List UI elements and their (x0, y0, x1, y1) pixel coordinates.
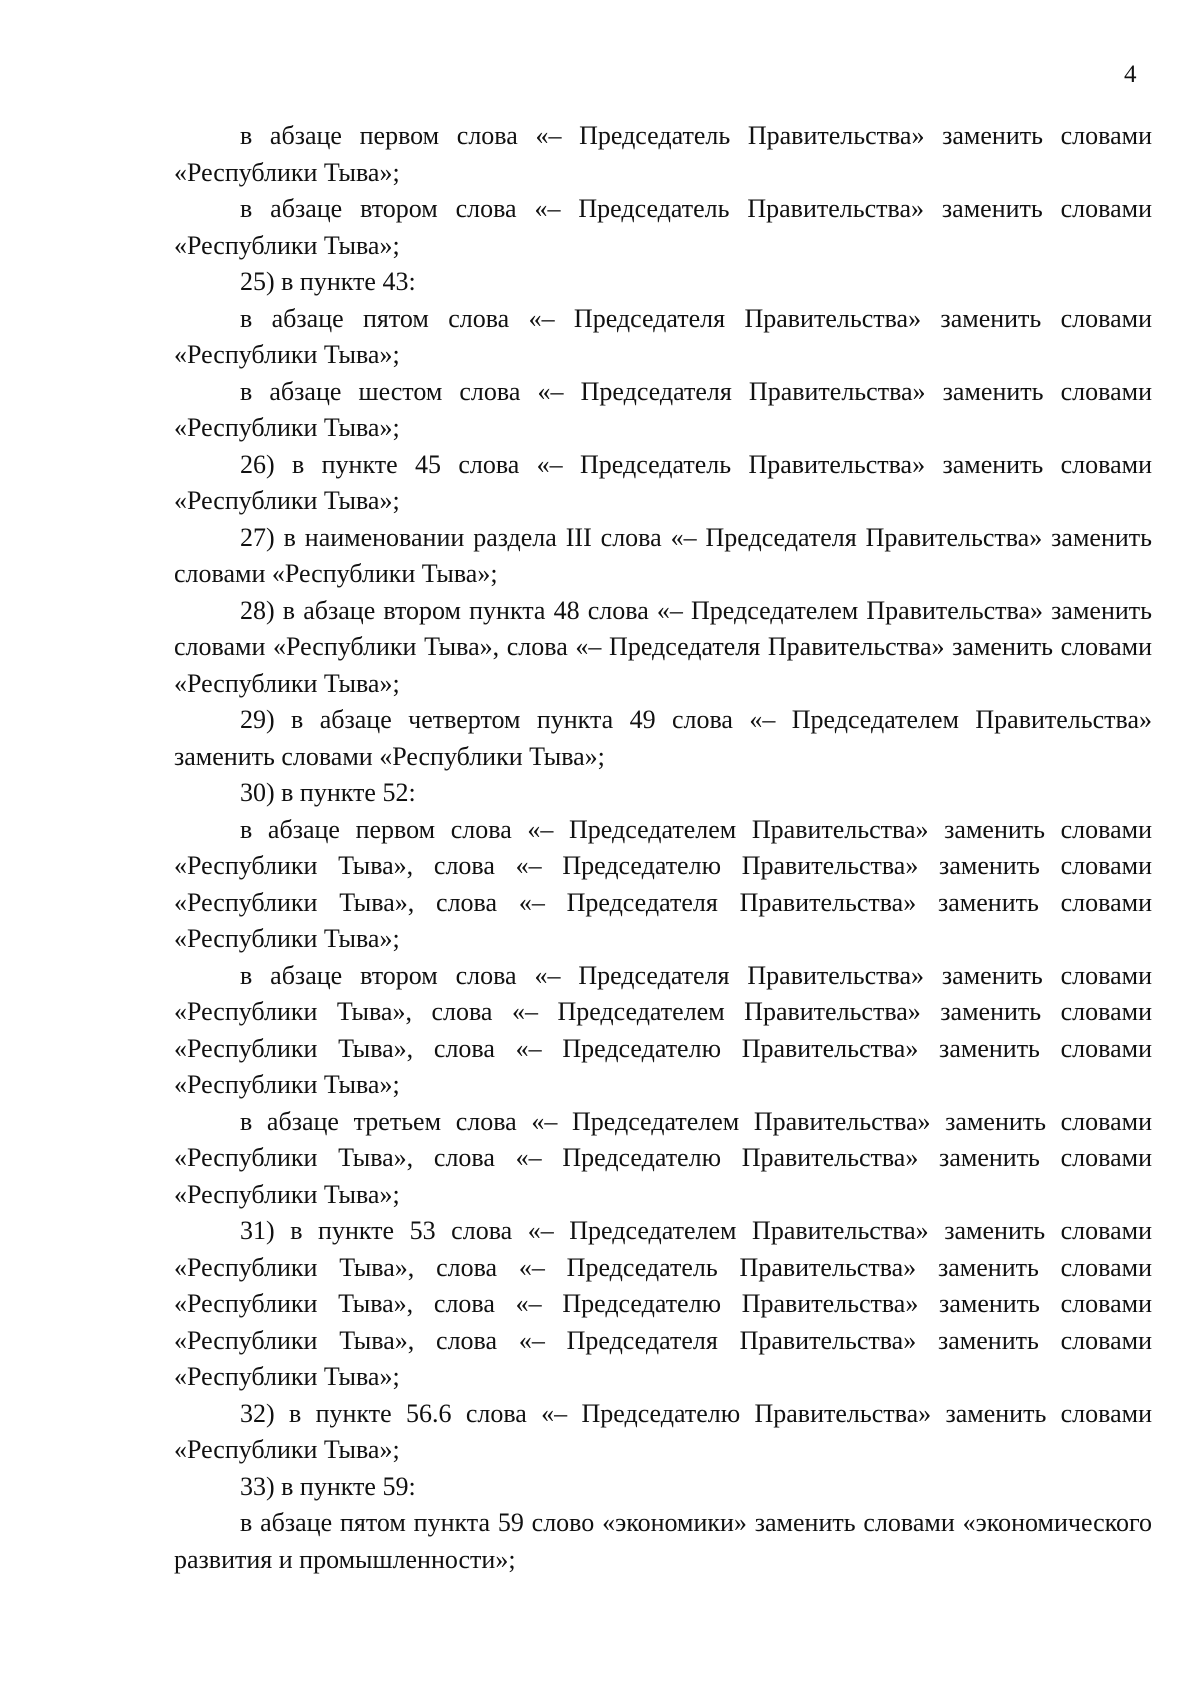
paragraph: в абзаце пятом слова «– Председателя Правительства» заменить словами «Республики Тыва»; (174, 303, 1152, 369)
paragraph: 26) в пункте 45 слова «– Председатель Правительства» заменить словами «Республики Тыва»; (174, 449, 1152, 515)
paragraph: в абзаце втором слова «– Председатель Правительства» заменить словами «Республики Тыва»; (174, 194, 1152, 260)
paragraph: в абзаце пятом пункта 59 слово «экономики» заменить словами «экономического развития и промышленности»; (174, 1508, 1152, 1574)
paragraph: 31) в пункте 53 слова «– Председателем Правительства» заменить словами «Республики Тыва», слова «– Председатель Правительства» заменить словами «Республики Тыва», слова «– Председателю Правительства» заменить словами «Республики Тыва», слова «– Председателя Правительства» заменить словами «Республики Тыва»; (174, 1216, 1152, 1391)
paragraph: в абзаце шестом слова «– Председателя Правительства» заменить словами «Республики Тыва»; (174, 376, 1152, 442)
paragraph: 27) в наименовании раздела III слова «– Председателя Правительства» заменить словами «Республики Тыва»; (174, 522, 1152, 588)
paragraph: в абзаце втором слова «– Председателя Правительства» заменить словами «Республики Тыва», слова «– Председателем Правительства» заменить словами «Республики Тыва», слова «– Председателю Правительства» заменить словами «Республики Тыва»; (174, 960, 1152, 1099)
paragraph: 30) в пункте 52: (240, 778, 416, 807)
paragraph: в абзаце третьем слова «– Председателем Правительства» заменить словами «Республики Тыва», слова «– Председателю Правительства» заменить словами «Республики Тыва»; (174, 1106, 1152, 1209)
document-body (174, 118, 1152, 1578)
paragraph: 32) в пункте 56.6 слова «– Председателю Правительства» заменить словами «Республики Тыва»; (174, 1398, 1152, 1464)
paragraph: 28) в абзаце втором пункта 48 слова «– Председателем Правительства» заменить словами «Республики Тыва», слова «– Председателя Правительства» заменить словами «Республики Тыва»; (174, 595, 1152, 698)
paragraph: 29) в абзаце четвертом пункта 49 слова «– Председателем Правительства» заменить словами «Республики Тыва»; (174, 705, 1152, 771)
paragraph: 33) в пункте 59: (240, 1471, 416, 1501)
paragraph: в абзаце первом слова «– Председателем Правительства» заменить словами «Республики Тыва», слова «– Председателю Правительства» заменить словами «Республики Тыва», слова «– Председателя Правительства» заменить словами «Республики Тыва»; (174, 814, 1152, 953)
page-number: 4 (1124, 61, 1137, 88)
paragraph: 25) в пункте 43: (240, 267, 416, 296)
paragraph: в абзаце первом слова «– Председатель Правительства» заменить словами «Республики Тыва»; (174, 121, 1152, 187)
